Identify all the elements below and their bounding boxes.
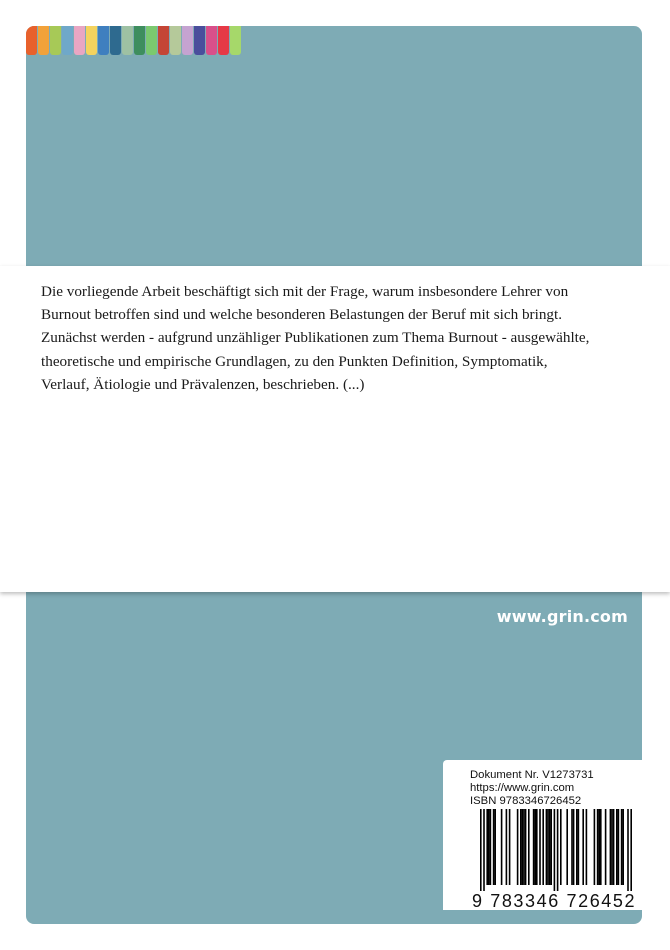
barcode-bar <box>573 809 575 885</box>
color-strip <box>26 26 242 55</box>
barcode-bar <box>616 809 618 885</box>
color-strip-swatch <box>194 26 205 55</box>
barcode-bar <box>582 809 584 885</box>
barcode-bar <box>610 809 612 885</box>
barcode-bar <box>554 809 556 891</box>
barcode-bar <box>493 809 495 885</box>
document-number: Dokument Nr. V1273731 <box>470 769 594 781</box>
blurb-line: Burnout betroffen sind und welche besonderen Belastungen der Beruf mit sich bringt. <box>41 306 563 324</box>
color-strip-swatch <box>50 26 61 55</box>
barcode-bar <box>576 809 578 885</box>
barcode-bar <box>539 809 541 885</box>
barcode-bar <box>605 809 607 885</box>
barcode-bar <box>630 809 632 891</box>
barcode-bar <box>525 809 527 885</box>
barcode-bar <box>509 809 511 885</box>
barcode-bar <box>586 809 588 885</box>
barcode-bar <box>536 809 538 885</box>
color-strip-swatch <box>74 26 85 55</box>
barcode-bar <box>542 809 544 885</box>
color-strip-swatch <box>86 26 97 55</box>
color-strip-swatch <box>218 26 229 55</box>
barcode-bar <box>598 809 600 885</box>
barcode-bar <box>549 809 551 885</box>
color-strip-swatch <box>62 26 73 55</box>
barcode-bar <box>490 809 492 885</box>
barcode-digits: 9 783346 726452 <box>472 891 637 911</box>
barcode-bar <box>486 809 488 885</box>
barcode-bar <box>546 809 548 885</box>
barcode-bar <box>622 809 624 885</box>
barcode-bar <box>528 809 530 885</box>
blurb-text <box>41 280 641 396</box>
color-strip-swatch <box>98 26 109 55</box>
barcode-box <box>443 760 642 910</box>
barcode-bar <box>534 809 536 885</box>
barcode-bar <box>627 809 629 891</box>
color-strip-swatch <box>38 26 49 55</box>
isbn-label: ISBN 9783346726452 <box>470 795 582 807</box>
barcode-bar <box>597 809 599 885</box>
barcode-bar <box>522 809 524 885</box>
barcode-bar <box>517 809 519 885</box>
color-strip-swatch <box>182 26 193 55</box>
barcode-bar <box>480 809 482 891</box>
publisher-website: www.grin.com <box>496 607 628 626</box>
color-strip-swatch <box>26 26 37 55</box>
blurb-line: Zunächst werden - aufgrund unzähliger Publikationen zum Thema Burnout - ausgewählte, <box>41 329 590 347</box>
barcode-bar <box>483 809 485 891</box>
color-strip-swatch <box>206 26 217 55</box>
barcode-bar <box>533 809 535 885</box>
barcode-bar <box>488 809 490 885</box>
blurb-line: Die vorliegende Arbeit beschäftigt sich mit der Frage, warum insbesondere Lehrer von <box>41 283 569 300</box>
color-strip-swatch <box>158 26 169 55</box>
barcode-bar <box>550 809 552 885</box>
color-strip-swatch <box>134 26 145 55</box>
color-strip-swatch <box>110 26 121 55</box>
barcode-bar <box>594 809 596 885</box>
barcode-bar <box>611 809 613 885</box>
barcode-bar <box>557 809 559 891</box>
barcode-bar <box>501 809 503 885</box>
barcode-bar <box>578 809 580 885</box>
color-strip-swatch <box>230 26 241 55</box>
barcode-bar <box>571 809 573 885</box>
barcode-bar <box>613 809 615 885</box>
barcode-bar <box>621 809 623 885</box>
barcode-bar <box>600 809 602 885</box>
barcode-graphic <box>480 809 632 891</box>
barcode-bar <box>547 809 549 885</box>
color-strip-swatch <box>146 26 157 55</box>
blurb-line: theoretische und empirische Grundlagen, zu den Punkten Definition, Symptomatik, <box>41 352 548 370</box>
barcode-bar <box>560 809 562 885</box>
barcode-bar <box>520 809 522 885</box>
barcode-bar <box>494 809 496 885</box>
barcode-bar <box>566 809 568 885</box>
color-strip-swatch <box>170 26 181 55</box>
document-url: https://www.grin.com <box>470 782 575 794</box>
barcode-bar <box>523 809 525 885</box>
barcode-bar <box>618 809 620 885</box>
blurb-panel <box>0 266 670 592</box>
color-strip-swatch <box>122 26 133 55</box>
barcode-bar <box>506 809 508 885</box>
blurb-line: Verlauf, Ätiologie und Prävalenzen, beschrieben. (...) <box>41 375 365 393</box>
